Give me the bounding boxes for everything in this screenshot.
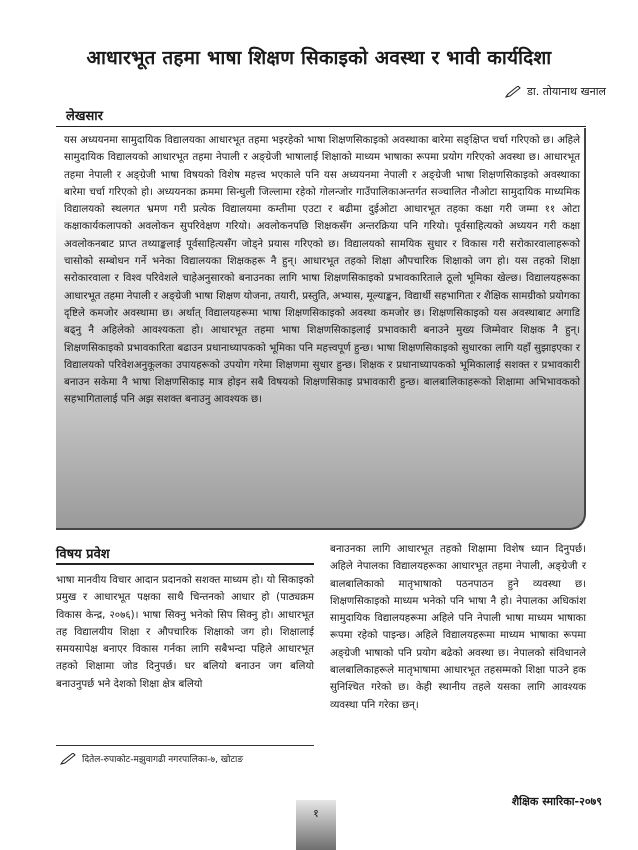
pen-icon bbox=[60, 753, 76, 765]
abstract-top-rule bbox=[56, 126, 586, 127]
pen-icon bbox=[505, 86, 521, 98]
author-line bbox=[505, 84, 606, 99]
abstract-heading: लेखसार bbox=[66, 109, 103, 124]
footnote bbox=[60, 752, 243, 765]
page-number: १ bbox=[313, 807, 319, 820]
journal-name: शैक्षिक स्मारिका-२०७९ bbox=[511, 795, 602, 808]
intro-heading-rule bbox=[56, 563, 314, 565]
article-title: आधारभूत तहमा भाषा शिक्षण सिकाइको अवस्था र भावी कार्यदिशा bbox=[86, 47, 552, 69]
author-name: डा. तोयानाथ खनाल bbox=[527, 85, 606, 98]
intro-left-column: भाषा मानवीय विचार आदान प्रदानको सशक्त माध्यम हो। यो सिकाइको प्रमुख र आधारभूत पक्षका साथै चिन्तनको आधार हो (पाठ्यक्रम विकास केन्द्र, २०७६)। भाषा सिक्नु भनेको सिप सिक्नु हो। आधारभूत तह विद्यालयीय शिक्षा र औपचारिक शिक्षाको जग हो। शिक्षालाई समयसापेक्ष बनाएर विकास गर्नका लागि सबैभन्दा पहिले आधारभूत तहको शिक्षामा जोड दिनुपर्छ। घर बलियो बनाउन जग बलियो बनाउनुपर्छ भने देशको शिक्षा क्षेत्र बलियो bbox=[56, 575, 314, 690]
footnote-text: दितेल-रुपाकोट-मझुवागढी नगरपालिका-७, खोटाङ bbox=[82, 755, 244, 765]
intro-right-column: बनाउनका लागि आधारभूत तहको शिक्षामा विशेष ध्यान दिनुपर्छ। अहिले नेपालका विद्यालयहरूका आधारभूत तहमा नेपाली, अङ्ग्रेजी र बालबालिकाको मातृभाषाको पठनपाठन हुने व्यवस्था छ। शिक्षणसिकाइको माध्यम भनेको पनि भाषा नै हो। नेपालका अधिकांश सामुदायिक विद्यालयहरूमा अहिले पनि नेपाली भाषा माध्यम भाषाका रूपमा रहेको पाइन्छ। अहिले विद्यालयहरूमा माध्यम भाषाका रूपमा अङ्ग्रेजी भाषाको पनि प्रयोग बढेको अवस्था छ। नेपालको संविधानले बालबालिकाहरूले मातृभाषामा आधारभूत तहसम्मको शिक्षा पाउने हक सुनिश्चित गरेको छ। केही स्थानीय तहले यसका लागि आवश्यक व्यवस्था पनि गरेका छन्। bbox=[330, 544, 586, 711]
abstract-text: यस अध्ययनमा सामुदायिक विद्यालयका आधारभूत तहमा भइरहेको भाषा शिक्षणसिकाइको अवस्थाका बारेमा सङ्क्षिप्त चर्चा गरिएको छ। अहिले सामुदायिक विद्यालयको आधारभूत तहमा नेपाली र अङ्ग्रेजी भाषालाई शिक्षाको माध्यम भाषाका रूपमा प्रयोग गरिएको अवस्था छ। आधारभूत तहमा नेपाली र अङ्ग्रेजी भाषा विषयको विशेष महत्त्व भएकाले पनि यस अध्ययनमा नेपाली र अङ्ग्रेजी भाषा शिक्षणसिकाइको अवस्थाका बारेमा चर्चा गरिएको हो। अध्ययनका क्रममा सिन्धुली जिल्लामा रहेको गोलन्जोर गाउँपालिकाअन्तर्गत सञ्चालित नौओटा सामुदायिक माध्यमिक विद्यालयको स्थलगत भ्रमण गरी प्रत्येक विद्यालयमा कम्तीमा एउटा र बढीमा दुईओटा आधारभूत तहका कक्षा गरी जम्मा ११ ओटा कक्षाकार्यकलापको अवलोकन सुपरिवेक्षण गरियो। अवलोकनपछि शिक्षकसँग अन्तरक्रिया पनि गरियो। पूर्वसाहित्यको अध्ययन गरी कक्षा अवलोकनबाट प्राप्त तथ्याङ्कलाई पूर्वसाहित्यसँग जोड्ने प्रयास गरिएको छ। विद्यालयको सामयिक सुधार र विकास गरी सरोकारवालाहरूको चासोको सम्बोधन गर्ने भनेका विद्यालयका शिक्षकहरू नै हुन्। आधारभूत तहको शिक्षा औपचारिक शिक्षाको जग हो। यस तहको शिक्षा सरोकारवाला र विश्व परिवेशले चाहेअनुसारको बनाउनका लागि भाषा शिक्षणसिकाइको प्रभावकारिताले ठूलो भूमिका खेल्छ। विद्यालयहरूका आधारभूत तहमा नेपाली र अङ्ग्रेजी भाषा शिक्षण योजना, तयारी, प्रस्तुति, अभ्यास, मूल्याङ्कन, विद्यार्थी सहभागिता र शैक्षिक सामग्रीको प्रयोगका दृष्टिले कमजोर अवस्थामा छ। अर्थात् विद्यालयहरूमा भाषा शिक्षणसिकाइको अवस्था कमजोर छ। शिक्षणसिकाइको यस अवस्थाबाट अगाडि बढ्नु नै अहिलेको आवश्यकता हो। आधारभूत तहमा भाषा शिक्षणसिकाइलाई प्रभावकारी बनाउने मुख्य जिम्मेवार शिक्षक नै हुन्। शिक्षणसिकाइको प्रभावकारिता बढाउन प्रधानाध्यापकको भूमिका पनि महत्त्वपूर्ण हुन्छ। भाषा शिक्षणसिकाइको सुधारका लागि यहाँ सुझाइएका र विद्यालयको परिवेशअनुकूलका उपायहरूको उपयोग गरेमा शिक्षणमा सुधार हुन्छ। शिक्षक र प्रधानाध्यापकको भूमिकालाई सशक्त र प्रभावकारी बनाउन सकेमा नै भाषा शिक्षणसिकाइ मात्र होइन सबै विषयको शिक्षणसिकाइ प्रभावकारी हुन्छ। बालबालिकाहरूको शिक्षामा अभिभावकको सहभागितालाई पनि अझ सशक्त बनाउनु आवश्यक छ। bbox=[64, 135, 580, 406]
intro-heading: विषय प्रवेश bbox=[56, 547, 110, 562]
footnote-rule bbox=[56, 745, 314, 746]
